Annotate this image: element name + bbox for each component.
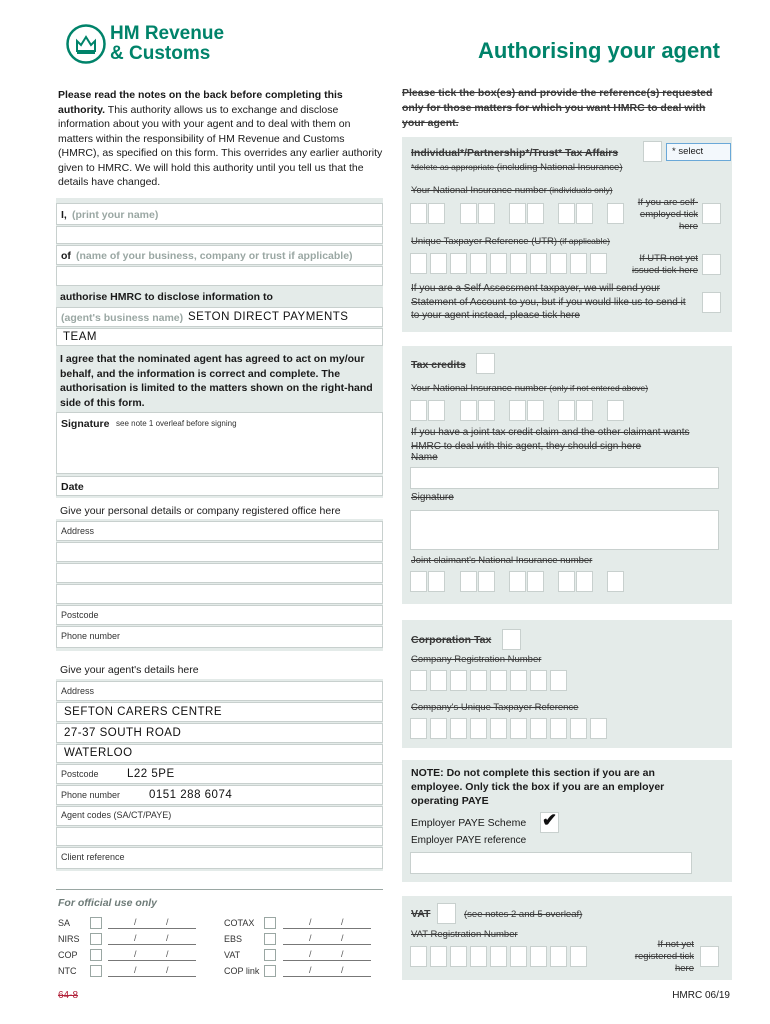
- joint-nin-label: Joint claimant's National Insurance number: [411, 555, 593, 566]
- vat-reg-cell[interactable]: [530, 946, 547, 967]
- company-utr-cell[interactable]: [470, 718, 487, 739]
- vat-not-registered-text: If not yet registered tick here: [634, 939, 694, 974]
- date-sep: /: [341, 965, 344, 975]
- joint-nin-cell[interactable]: [509, 571, 526, 592]
- date-field[interactable]: [56, 476, 383, 496]
- joint-nin-cell[interactable]: [576, 571, 593, 592]
- official-date-cop[interactable]: [108, 949, 196, 961]
- date-sep: /: [134, 917, 137, 927]
- agent-address-field-1[interactable]: [56, 681, 383, 701]
- date-sep: /: [166, 917, 169, 927]
- corp-tax-label: Corporation Tax: [411, 634, 492, 646]
- company-utr-label: Company's Unique Taxpayer Reference: [411, 702, 579, 713]
- address-field-4[interactable]: [56, 584, 383, 604]
- nin-input-boxes[interactable]: [410, 203, 630, 225]
- crn-cell[interactable]: [450, 670, 467, 691]
- agent-phone-label: Phone number: [61, 790, 121, 800]
- tc-signature-field[interactable]: [410, 510, 719, 550]
- company-utr-cell[interactable]: [510, 718, 527, 739]
- form-reference: HMRC 06/19: [672, 990, 730, 1001]
- official-label-cotax: COTAX: [224, 918, 255, 928]
- tc-nin-label: [411, 383, 648, 394]
- print-name-field[interactable]: [56, 203, 383, 225]
- agent-postcode-field[interactable]: [56, 764, 383, 784]
- agent-business-name-field[interactable]: [56, 307, 383, 327]
- agent-phone-field[interactable]: [56, 785, 383, 805]
- vat-reg-label: VAT Registration Number: [411, 929, 518, 940]
- client-ref-label: Client reference: [61, 852, 125, 862]
- print-name-field-line2[interactable]: [56, 226, 383, 244]
- statement-of-account-checkbox[interactable]: [702, 292, 721, 313]
- utr-not-issued-checkbox[interactable]: [702, 254, 721, 275]
- official-use-heading: For official use only: [58, 897, 157, 909]
- tc-nin-input-boxes[interactable]: [410, 400, 630, 422]
- vat-reg-cell[interactable]: [410, 946, 427, 967]
- utr-cell[interactable]: [470, 253, 487, 274]
- official-label-nirs: NIRS: [58, 934, 80, 944]
- paye-scheme-label: Employer PAYE Scheme: [411, 817, 527, 829]
- official-label-ebs: EBS: [224, 934, 243, 944]
- vat-reg-cell[interactable]: [490, 946, 507, 967]
- official-checkbox-cotax[interactable]: [264, 917, 276, 929]
- crn-cell[interactable]: [410, 670, 427, 691]
- agent-postcode-value: L22 5PE: [127, 768, 175, 780]
- joint-nin-cell[interactable]: [460, 571, 477, 592]
- agent-address-label: Address: [61, 686, 95, 696]
- signature-field[interactable]: [56, 412, 383, 474]
- date-sep: /: [166, 933, 169, 943]
- joint-nin-cell[interactable]: [558, 571, 575, 592]
- paye-ref-field[interactable]: [410, 852, 692, 874]
- vat-reg-cell[interactable]: [450, 946, 467, 967]
- nin-cell[interactable]: [460, 203, 477, 224]
- official-label-vat: VAT: [224, 950, 241, 960]
- official-checkbox-vat[interactable]: [264, 949, 276, 961]
- official-label-cop: COP: [58, 950, 78, 960]
- company-utr-input-boxes[interactable]: [410, 718, 620, 740]
- nin-cell[interactable]: [607, 203, 624, 224]
- official-date-ntc[interactable]: [108, 965, 196, 977]
- date-label: Date: [61, 481, 84, 493]
- company-utr-cell[interactable]: [550, 718, 567, 739]
- company-utr-cell[interactable]: [430, 718, 447, 739]
- delete-note-text2: (including National Insurance): [494, 162, 623, 173]
- crn-cell[interactable]: [530, 670, 547, 691]
- date-sep: /: [341, 933, 344, 943]
- page-title: Authorising your agent: [478, 38, 720, 63]
- company-utr-cell[interactable]: [530, 718, 547, 739]
- date-sep: /: [166, 965, 169, 975]
- official-checkbox-sa[interactable]: [90, 917, 102, 929]
- date-sep: /: [309, 965, 312, 975]
- tc-signature-label: Signature: [411, 492, 454, 503]
- agent-business-hint: (agent's business name): [61, 312, 184, 324]
- tax-credits-checkbox[interactable]: [476, 353, 495, 374]
- personal-details-heading: Give your personal details or company registered office here: [60, 505, 341, 517]
- date-sep: /: [134, 949, 137, 959]
- nin-label-text: Your National Insurance number: [411, 185, 547, 196]
- joint-claim-text: If you have a joint tax credit claim and the other claimant wants HMRC to deal with this agent, they should sign here: [411, 427, 690, 452]
- self-employed-checkbox[interactable]: [702, 203, 721, 224]
- i-hint: (print your name): [72, 209, 159, 221]
- vat-reg-input-boxes[interactable]: [410, 946, 600, 968]
- company-utr-cell[interactable]: [590, 718, 607, 739]
- joint-nin-cell[interactable]: [607, 571, 624, 592]
- nin-cell[interactable]: [527, 203, 544, 224]
- official-row-sa: [56, 915, 383, 931]
- tc-nin-cell[interactable]: [460, 400, 477, 421]
- utr-cell[interactable]: [590, 253, 607, 274]
- vat-reg-cell[interactable]: [470, 946, 487, 967]
- tc-nin-cell[interactable]: [607, 400, 624, 421]
- select-label: * select: [672, 146, 704, 157]
- crown-crest-icon: [66, 24, 106, 64]
- individual-label: Individual*/Partnership*/Trust* Tax Affairs: [411, 147, 619, 159]
- form-code: 64-8: [58, 990, 79, 1001]
- crn-label: Company Registration Number: [411, 654, 542, 665]
- agent-address-line2: 27-37 SOUTH ROAD: [64, 727, 182, 739]
- vat-checkbox[interactable]: [437, 903, 456, 924]
- official-label-cop-link: COP link: [224, 966, 260, 976]
- tc-nin-cell[interactable]: [576, 400, 593, 421]
- agent-details-heading: Give your agent's details here: [60, 664, 199, 676]
- utr-label-text: Unique Taxpayer Reference (UTR): [411, 236, 558, 247]
- hmrc-logo: [66, 24, 236, 66]
- signature-label: Signature: [61, 418, 110, 430]
- joint-nin-input-boxes[interactable]: [410, 571, 630, 593]
- date-sep: /: [134, 965, 137, 975]
- agent-address-line1: SEFTON CARERS CENTRE: [64, 706, 223, 718]
- self-employed-text: If you are self-employed tick here: [637, 197, 698, 232]
- nin-cell[interactable]: [428, 203, 445, 224]
- corp-tax-checkbox[interactable]: [502, 629, 521, 650]
- official-date-sa[interactable]: [108, 917, 196, 929]
- utr-not-issued-text: If UTR not yet issued tick here: [631, 253, 698, 276]
- agreement-text: I agree that the nominated agent has agreed to act on my/our behalf, and the information is correct and complete. The authorisation is limited to the matters shown on the right-hand side of this form.: [60, 353, 373, 409]
- address-field-1[interactable]: [56, 521, 383, 541]
- official-checkbox-ebs[interactable]: [264, 933, 276, 945]
- nin-cell[interactable]: [558, 203, 575, 224]
- official-checkbox-ntc[interactable]: [90, 965, 102, 977]
- of-hint: (name of your business, company or trust if applicable): [76, 250, 353, 262]
- tc-nin-cell[interactable]: [428, 400, 445, 421]
- nin-cell[interactable]: [576, 203, 593, 224]
- joint-nin-cell[interactable]: [478, 571, 495, 592]
- agent-codes-label: Agent codes (SA/CT/PAYE): [61, 810, 172, 820]
- tc-nin-note: (only if not entered above): [546, 383, 649, 393]
- crn-cell[interactable]: [430, 670, 447, 691]
- tc-name-field[interactable]: [410, 467, 719, 489]
- crn-cell[interactable]: [470, 670, 487, 691]
- utr-cell[interactable]: [510, 253, 527, 274]
- crn-cell[interactable]: [510, 670, 527, 691]
- joint-nin-cell[interactable]: [527, 571, 544, 592]
- official-row-nirs: [56, 931, 383, 947]
- date-sep: /: [134, 933, 137, 943]
- phone-label: Phone number: [61, 631, 121, 641]
- utr-cell[interactable]: [530, 253, 547, 274]
- utr-cell[interactable]: [410, 253, 427, 274]
- official-date-nirs[interactable]: [108, 933, 196, 945]
- postcode-field[interactable]: [56, 605, 383, 625]
- crn-cell[interactable]: [550, 670, 567, 691]
- intro-bold: Please read the notes on the back before completing this authority.: [58, 89, 343, 116]
- utr-label: [411, 236, 610, 247]
- tc-nin-cell[interactable]: [509, 400, 526, 421]
- tax-credits-label: Tax credits: [411, 359, 466, 371]
- utr-cell[interactable]: [550, 253, 567, 274]
- utr-cell[interactable]: [430, 253, 447, 274]
- nin-cell[interactable]: [478, 203, 495, 224]
- official-checkbox-cop-link[interactable]: [264, 965, 276, 977]
- official-label-ntc: NTC: [58, 966, 77, 976]
- paye-note: [411, 766, 701, 808]
- vat-reg-cell[interactable]: [510, 946, 527, 967]
- agent-business-value: SETON DIRECT PAYMENTS: [188, 311, 349, 323]
- tc-nin-cell[interactable]: [478, 400, 495, 421]
- official-row-cop: [56, 947, 383, 963]
- nin-cell[interactable]: [509, 203, 526, 224]
- vat-note: (see notes 2 and 5 overleaf): [464, 909, 583, 920]
- company-utr-cell[interactable]: [450, 718, 467, 739]
- intro-text: This authority allows us to exchange and disclose information about you with your agent and to deal with them on matters within the responsibility of HM Revenue and Customs (HMRC), as specified on this form. This overrides any earlier authority given to HMRC. We will hold this authority until you tell us that the details have changed.: [58, 103, 383, 188]
- logo-line1: HM Revenue: [110, 23, 225, 44]
- agent-address-field-3[interactable]: [56, 723, 383, 743]
- official-date-cotax[interactable]: [283, 917, 371, 929]
- date-sep: /: [309, 917, 312, 927]
- address-field-2[interactable]: [56, 542, 383, 562]
- utr-cell[interactable]: [450, 253, 467, 274]
- statement-of-account-text: If you are a Self Assessment taxpayer, we will send your Statement of Account to you, but if you would like us to send it to your agent instead, please tick here: [411, 283, 686, 321]
- official-date-ebs[interactable]: [283, 933, 371, 945]
- nin-label: [411, 185, 613, 196]
- vat-not-registered-checkbox[interactable]: [700, 946, 719, 967]
- paye-ref-label: Employer PAYE reference: [411, 835, 527, 846]
- individual-checkbox[interactable]: [643, 141, 662, 162]
- tc-nin-label-text: Your National Insurance number: [411, 383, 547, 394]
- date-sep: /: [309, 933, 312, 943]
- of-label: of: [61, 250, 71, 262]
- official-label-sa: SA: [58, 918, 71, 928]
- vat-reg-cell[interactable]: [550, 946, 567, 967]
- signature-note: see note 1 overleaf before signing: [116, 419, 237, 428]
- date-sep: /: [341, 917, 344, 927]
- select-dropdown[interactable]: [666, 143, 731, 161]
- authorise-label: authorise HMRC to disclose information to: [60, 291, 273, 303]
- date-sep: /: [341, 949, 344, 959]
- utr-note: (if applicable): [557, 236, 611, 246]
- official-checkbox-nirs[interactable]: [90, 933, 102, 945]
- joint-nin-cell[interactable]: [428, 571, 445, 592]
- tc-nin-cell[interactable]: [558, 400, 575, 421]
- official-use-divider: [56, 889, 383, 890]
- business-name-field[interactable]: [56, 245, 383, 265]
- company-utr-cell[interactable]: [410, 718, 427, 739]
- agent-business-name-field-line2[interactable]: [56, 328, 383, 346]
- vat-label: VAT: [411, 908, 431, 920]
- phone-field[interactable]: [56, 626, 383, 648]
- agent-codes-field[interactable]: [56, 806, 383, 826]
- nin-cell[interactable]: [410, 203, 427, 224]
- utr-cell[interactable]: [570, 253, 587, 274]
- paye-note-text: Do not complete this section if you are an employee. Only tick the box if you are an employer operating PAYE: [411, 767, 665, 807]
- date-sep: /: [166, 949, 169, 959]
- address-label: Address: [61, 526, 95, 536]
- intro-paragraph: [58, 88, 383, 190]
- agent-address-field-4[interactable]: [56, 744, 383, 763]
- agent-phone-value: 0151 288 6074: [149, 789, 233, 801]
- company-utr-cell[interactable]: [570, 718, 587, 739]
- crn-input-boxes[interactable]: [410, 670, 580, 692]
- i-label: I,: [61, 209, 67, 221]
- paye-scheme-checkbox[interactable]: [540, 812, 559, 833]
- client-reference-field[interactable]: [56, 847, 383, 869]
- company-utr-cell[interactable]: [490, 718, 507, 739]
- crn-cell[interactable]: [490, 670, 507, 691]
- paye-note-bold: NOTE:: [411, 767, 444, 779]
- vat-reg-cell[interactable]: [430, 946, 447, 967]
- agent-address-line3: WATERLOO: [64, 747, 133, 759]
- official-checkbox-cop[interactable]: [90, 949, 102, 961]
- official-use-table: [56, 915, 383, 980]
- utr-input-boxes[interactable]: [410, 253, 620, 275]
- vat-reg-cell[interactable]: [570, 946, 587, 967]
- agent-business-value2: TEAM: [63, 331, 97, 343]
- postcode-label: Postcode: [61, 610, 99, 620]
- address-field-3[interactable]: [56, 563, 383, 583]
- tc-nin-cell[interactable]: [410, 400, 427, 421]
- tc-name-label: Name: [411, 452, 438, 463]
- right-instruction: Please tick the box(es) and provide the reference(s) requested only for those matters for which you want HMRC to deal with your agent.: [402, 87, 713, 129]
- joint-nin-cell[interactable]: [410, 571, 427, 592]
- delete-note: [411, 162, 623, 173]
- utr-cell[interactable]: [490, 253, 507, 274]
- official-row-ntc: [56, 963, 383, 979]
- check-icon: ✔: [542, 810, 558, 830]
- logo-line2: & Customs: [110, 43, 211, 64]
- tc-nin-cell[interactable]: [527, 400, 544, 421]
- date-sep: /: [309, 949, 312, 959]
- agent-postcode-label: Postcode: [61, 769, 99, 779]
- business-name-field-line2[interactable]: [56, 266, 383, 286]
- delete-note-text: *delete as appropriate: [411, 162, 495, 172]
- nin-note: (individuals only): [546, 185, 613, 195]
- agent-codes-field-line2[interactable]: [56, 827, 383, 846]
- official-date-vat[interactable]: [283, 949, 371, 961]
- agent-address-field-2[interactable]: [56, 702, 383, 722]
- official-date-cop-link[interactable]: [283, 965, 371, 977]
